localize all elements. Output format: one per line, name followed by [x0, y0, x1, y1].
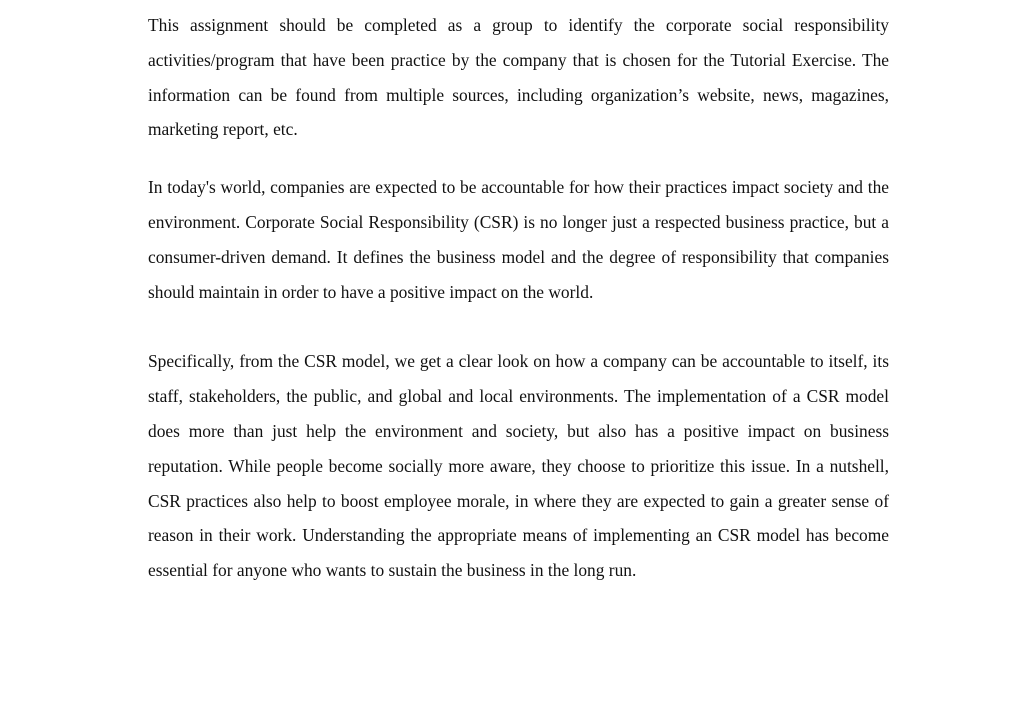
paragraph-assignment-instructions: This assignment should be completed as a group to identify the corporate social responsibility activities/program that have been practice by the company that is chosen for the Tutorial Exercise. The information can be found from multiple sources, including organization’s website, news, magazines, marketing report, etc.	[148, 15, 889, 140]
document-body	[148, 8, 889, 588]
paragraph-csr-model: Specifically, from the CSR model, we get a clear look on how a company can be accountable to itself, its staff, stakeholders, the public, and global and local environments. The implementation of a CSR model does more than just help the environment and society, but also has a positive impact on business reputation. While people become socially more aware, they choose to prioritize this issue. In a nutshell, CSR practices also help to boost employee morale, in where they are expected to gain a greater sense of reason in their work. Understanding the appropriate means of implementing an CSR model has become essential for anyone who wants to sustain the business in the long run.	[148, 351, 889, 581]
paragraph-csr-introduction: In today's world, companies are expected to be accountable for how their practices impact society and the environment. Corporate Social Responsibility (CSR) is no longer just a respected business practice, but a consumer-driven demand. It defines the business model and the degree of responsibility that companies should maintain in order to have a positive impact on the world.	[148, 177, 889, 302]
